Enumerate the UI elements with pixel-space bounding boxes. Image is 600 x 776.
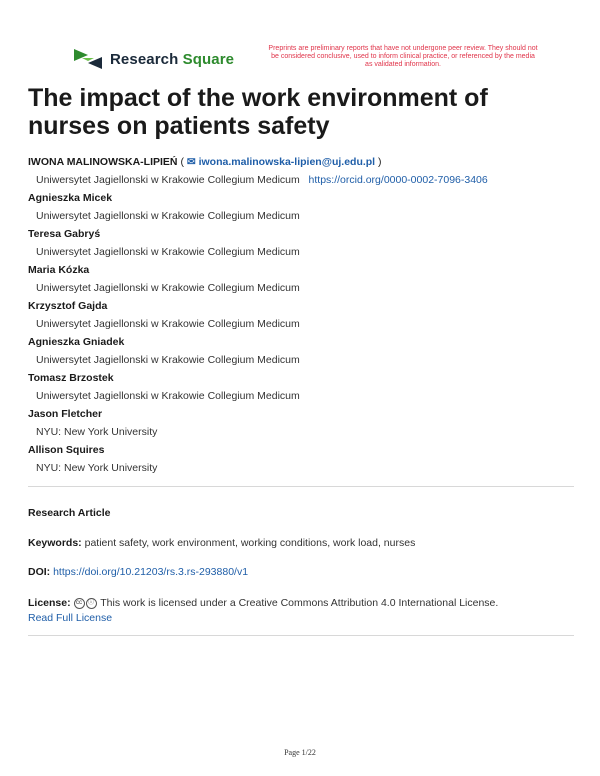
- doi-line: [28, 565, 588, 580]
- author-name: Maria Kózka: [28, 264, 90, 276]
- paper-title: The impact of the work environment of nurses on patients safety: [28, 84, 488, 140]
- author-name: Allison Squires: [28, 444, 105, 456]
- envelope-icon: ✉: [186, 156, 196, 168]
- email-paren-close: ): [375, 156, 382, 168]
- doi-link[interactable]: https://doi.org/10.21203/rs.3.rs-293880/v1: [53, 566, 249, 578]
- divider: [28, 486, 574, 487]
- author-name: Teresa Gabryś: [28, 228, 101, 240]
- keywords-label: Keywords:: [28, 537, 82, 549]
- research-square-logo-icon: [72, 47, 104, 71]
- divider: [28, 635, 574, 636]
- page-number: Page 1/22: [284, 748, 316, 757]
- license-label: License:: [28, 597, 71, 609]
- author-affiliation: Uniwersytet Jagiellonski w Krakowie Collegium Medicum: [36, 282, 300, 294]
- license-line: [28, 596, 588, 626]
- author-name: Tomasz Brzostek: [28, 372, 114, 384]
- keywords-value: patient safety, work environment, working conditions, work load, nurses: [84, 537, 416, 549]
- research-square-logo: [72, 47, 234, 71]
- cc-icon: cc: [74, 598, 85, 609]
- email-paren-open: (: [180, 156, 187, 168]
- author-name: Agnieszka Micek: [28, 192, 113, 204]
- brand-name: Research Square: [110, 50, 235, 68]
- author-entry: [28, 153, 588, 171]
- author-email-link[interactable]: ✉ iwona.malinowska-lipien@uj.edu.pl: [186, 156, 376, 168]
- author-name: Krzysztof Gajda: [28, 300, 108, 312]
- author-name: Agnieszka Gniadek: [28, 336, 125, 348]
- read-full-license-link[interactable]: Read Full License: [28, 612, 113, 624]
- author-affiliation: NYU: New York University: [36, 426, 158, 438]
- author-affiliation: Uniwersytet Jagiellonski w Krakowie Collegium Medicum: [36, 318, 300, 330]
- author-affiliation: Uniwersytet Jagiellonski w Krakowie Collegium Medicum: [36, 390, 300, 402]
- author-affiliation: Uniwersytet Jagiellonski w Krakowie Collegium Medicum: [36, 210, 300, 222]
- author-name: Jason Fletcher: [28, 408, 103, 420]
- author-affiliation: Uniwersytet Jagiellonski w Krakowie Collegium Medicum https://orcid.org/0000-0002-7096-3406: [36, 174, 488, 186]
- author-list: [28, 153, 588, 477]
- author-affiliation: Uniwersytet Jagiellonski w Krakowie Collegium Medicum: [36, 354, 300, 366]
- article-type: Research Article: [28, 507, 111, 519]
- author-affiliation: Uniwersytet Jagiellonski w Krakowie Collegium Medicum: [36, 246, 300, 258]
- author-name: IWONA MALINOWSKA-LIPIEŃ: [28, 156, 178, 168]
- orcid-link[interactable]: https://orcid.org/0000-0002-7096-3406: [308, 174, 488, 186]
- preprint-disclaimer: Preprints are preliminary reports that have not undergone peer review. They should not be considered conclusive, used to inform clinical practice, or referenced by the media as validated information.: [268, 45, 538, 68]
- doi-label: DOI:: [28, 566, 51, 578]
- license-text: This work is licensed under a Creative Commons Attribution 4.0 International License.: [100, 597, 499, 609]
- keywords-line: [28, 536, 588, 551]
- cc-by-icon: ⓘ: [86, 598, 97, 609]
- author-affiliation: NYU: New York University: [36, 462, 158, 474]
